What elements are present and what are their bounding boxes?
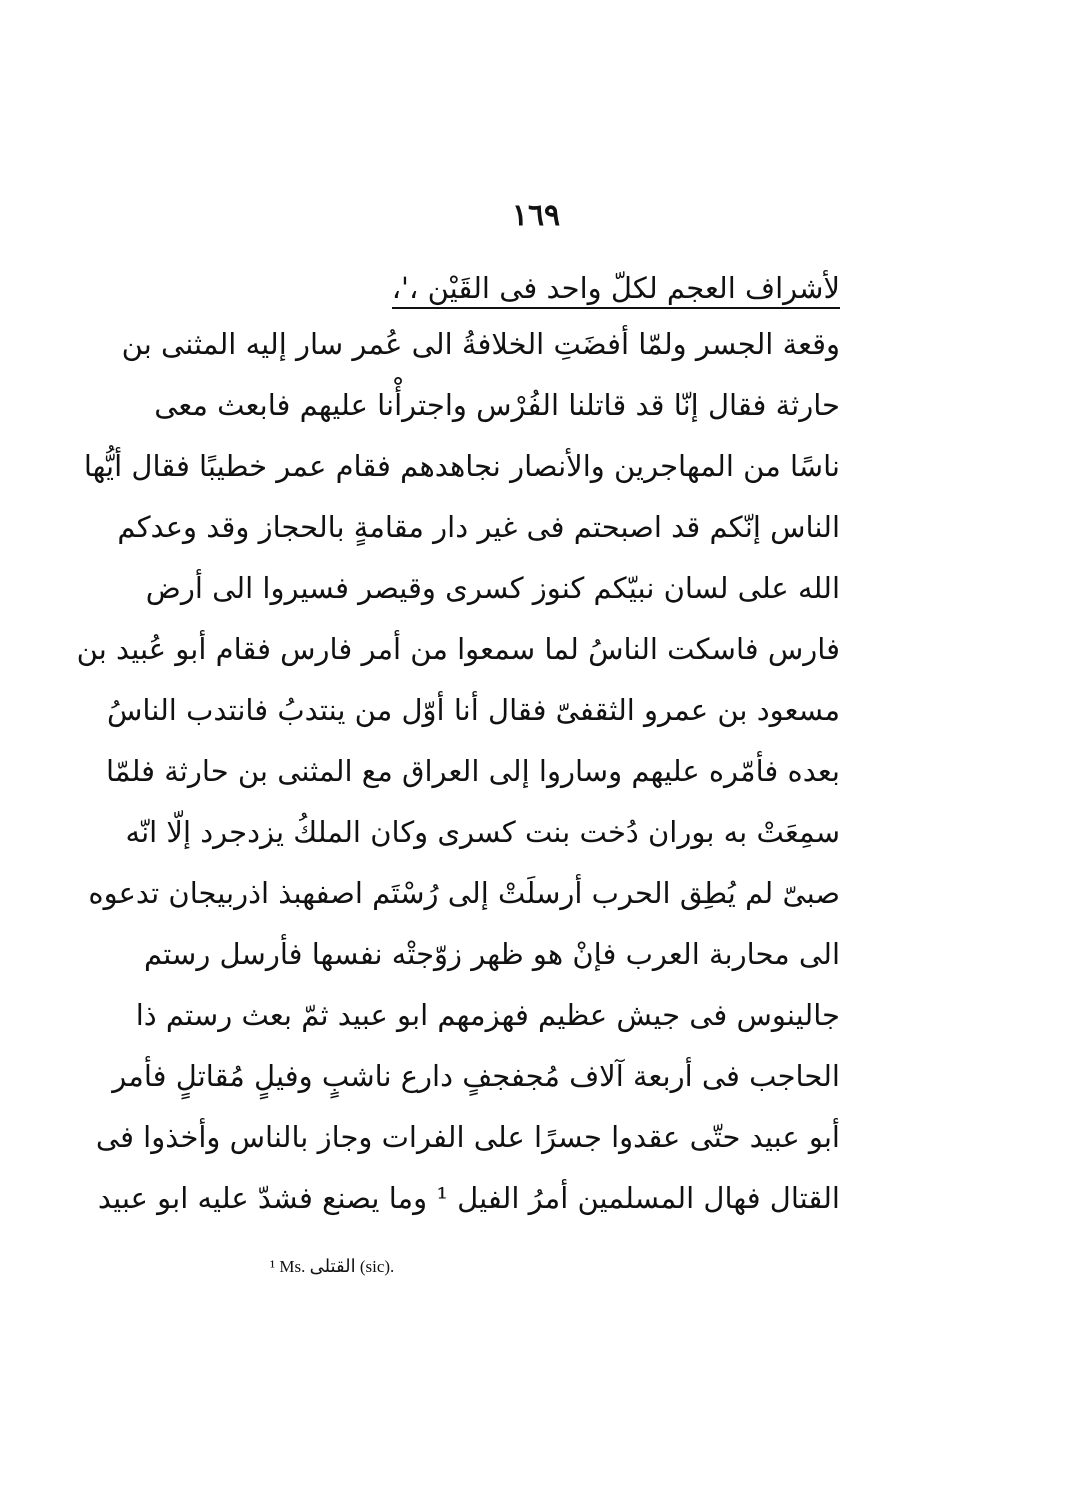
text-line: جالينوس فى جيش عظيم فهزمهم ابو عبيد ثمّ بعث رستم ذا	[135, 998, 840, 1032]
text-line-underlined: لأشراف العجم لكلّ واحد فى القَيْن ،'،	[392, 271, 840, 309]
arabic-text-block	[76, 262, 840, 1229]
text-line: مسعود بن عمرو الثقفىّ فقال أنا أوّل من ينتدبُ فانتدب الناسُ	[106, 693, 840, 727]
text-line: حارثة فقال إنّا قد قاتلنا الفُرْس واجترأْنا عليهم فابعث معى	[154, 388, 840, 422]
page-number: ١٦٩	[511, 198, 561, 233]
text-line: الله على لسان نبيّكم كنوز كسرى وقيصر فسيروا الى أرض	[145, 571, 840, 605]
footnote-marker: ¹	[270, 1257, 276, 1276]
text-line: صبىّ لم يُطِق الحرب أرسلَتْ إلى رُسْتَم اصفهبذ اذربيجان تدعوه	[88, 876, 840, 910]
text-line: أبو عبيد حتّى عقدوا جسرًا على الفرات وجاز بالناس وأخذوا فى	[95, 1120, 840, 1154]
text-line: وقعة الجسر ولمّا أفضَتِ الخلافةُ الى عُمر سار إليه المثنى بن	[121, 327, 840, 361]
text-line	[240, 262, 840, 314]
footnote-arabic-word: القتلى	[309, 1256, 356, 1276]
footnote-suffix: (sic).	[359, 1257, 395, 1276]
text-line: القتال فهال المسلمين أمرُ الفيل ¹ وما يصنع فشدّ عليه ابو عبيد	[97, 1181, 840, 1215]
footnote	[270, 1256, 394, 1277]
text-line: الحاجب فى أربعة آلاف مُجفجفٍ دارع ناشبٍ وفيلٍ مُقاتلٍ فأمر	[112, 1059, 840, 1093]
text-line: بعده فأمّره عليهم وساروا إلى العراق مع المثنى بن حارثة فلمّا	[105, 754, 840, 788]
text-line: سمِعَتْ به بوران دُخت بنت كسرى وكان الملكُ يزدجرد إلّا انّه	[125, 815, 840, 849]
text-line: ناسًا من المهاجرين والأنصار نجاهدهم فقام عمر خطيبًا فقال أيُّها	[83, 449, 840, 483]
text-line: فارس فاسكت الناسُ لما سمعوا من أمر فارس فقام أبو عُبيد بن	[76, 632, 840, 666]
text-line: الناس إنّكم قد اصبحتم فى غير دار مقامةٍ بالحجاز وقد وعدكم	[117, 510, 840, 544]
text-line: الى محاربة العرب فإنْ هو ظهر زوّجتْه نفسها فأرسل رستم	[143, 937, 840, 971]
footnote-prefix: Ms.	[279, 1257, 306, 1276]
